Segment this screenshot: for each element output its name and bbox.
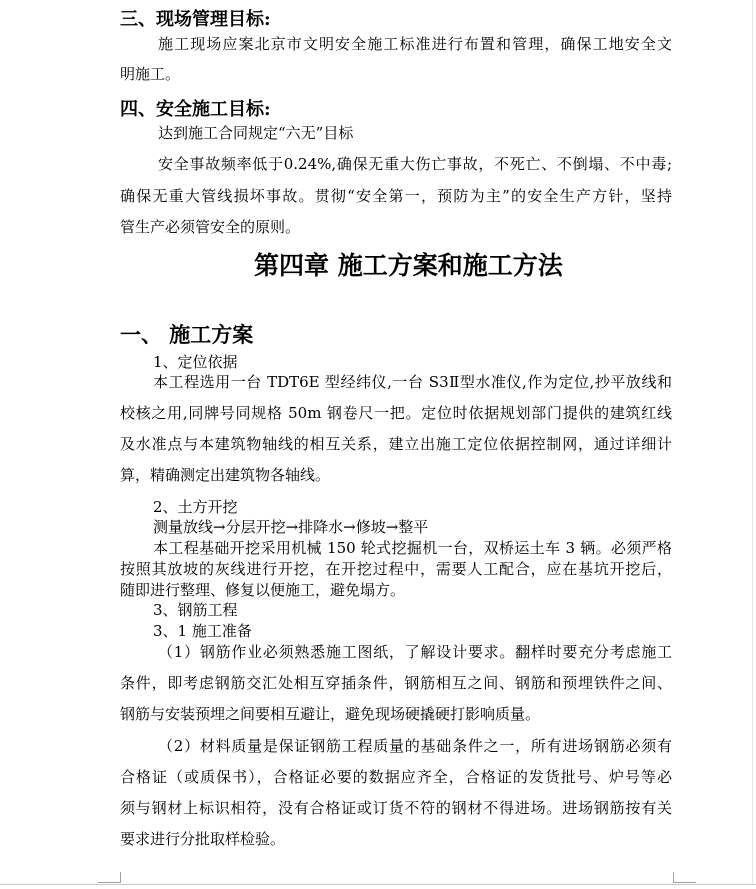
- item2-line-3: 随即进行整理、修复以便施工，避免塌方。: [120, 581, 406, 599]
- page-bottom-edge: [0, 884, 756, 885]
- item2-line-1: 本工程基础开挖采用机械 150 轮式挖掘机一台，双桥运土车 3 辆。必须严格: [153, 539, 672, 557]
- item3-para1-line-1: （1）钢筋作业必须熟悉施工图纸，了解设计要求。翻样时要充分考虑施工: [158, 643, 672, 661]
- item3-para1-line-2: 条件，即考虑钢筋交汇处相互穿插条件，钢筋相互之间、钢筋和预埋铁件之间、: [120, 674, 672, 692]
- item1-line-3: 及水准点与本建筑物轴线的相互关系，建立出施工定位依据控制网，通过详细计: [120, 435, 672, 453]
- chapter-title: 第四章 施工方案和施工方法: [254, 251, 563, 280]
- item1-line-1: 本工程选用一台 TDT6E 型经纬仪,一台 S3Ⅱ型水准仪,作为定位,抄平放线和: [153, 373, 672, 391]
- item1-line-2: 校核之用,同牌号同规格 50m 钢卷尺一把。定位时依据规划部门提供的建筑红线: [120, 404, 672, 422]
- section4-line-4: 管生产必须管安全的原则。: [120, 218, 301, 236]
- section3-title: 三、现场管理目标:: [120, 9, 271, 30]
- item3-para2-line-2: 合格证（或质保书），合格证必要的数据应齐全，合格证的发货批号、炉号等必: [120, 768, 672, 786]
- item3-heading: 3、钢筋工程: [153, 601, 238, 619]
- section3-line-1: 施工现场应案北京市文明安全施工标准进行布置和管理，确保工地安全文: [158, 35, 672, 53]
- section4-line-2: 安全事故频率低于0.24%,确保无重大伤亡事故，不死亡、不倒塌、不中毒;: [158, 155, 672, 173]
- page-right-edge: [752, 0, 753, 884]
- item2-flow: 测量放线→分层开挖→排降水→修坡→整平: [153, 518, 429, 536]
- item3-para2-line-3: 须与钢材上标识相符，没有合格证或订货不符的钢材不得进场。进场钢筋按有关: [120, 799, 672, 817]
- item3-para2-line-4: 要求进行分批取样检验。: [120, 830, 286, 848]
- section4-title: 四、安全施工目标:: [120, 99, 271, 120]
- item3-para2-line-1: （2）材料质量是保证钢筋工程质量的基础条件之一，所有进场钢筋必须有: [158, 737, 672, 755]
- section4-line-1: 达到施工合同规定“六无”目标: [158, 124, 354, 142]
- part1-title: 一、 施工方案: [120, 322, 254, 347]
- item2-heading: 2、土方开挖: [153, 498, 238, 516]
- item2-line-2: 按照其放坡的灰线进行开挖，在开挖过程中，需要人工配合，应在基坑开挖后，: [120, 560, 672, 578]
- margin-corner-right: [673, 872, 696, 883]
- section3-line-2: 明施工。: [120, 65, 181, 83]
- section4-line-3: 确保无重大管线损坏事故。贯彻“安全第一，预防为主”的安全生产方针，坚持: [120, 187, 672, 205]
- item3-sub: 3、1 施工准备: [153, 622, 252, 640]
- item1-line-4: 算，精确测定出建筑物各轴线。: [120, 466, 331, 484]
- item1-heading: 1、定位依据: [153, 353, 238, 371]
- margin-corner-left: [98, 872, 121, 883]
- item3-para1-line-3: 钢筋与安装预埋之间要相互避让，避免现场硬撬硬打影响质量。: [120, 705, 541, 723]
